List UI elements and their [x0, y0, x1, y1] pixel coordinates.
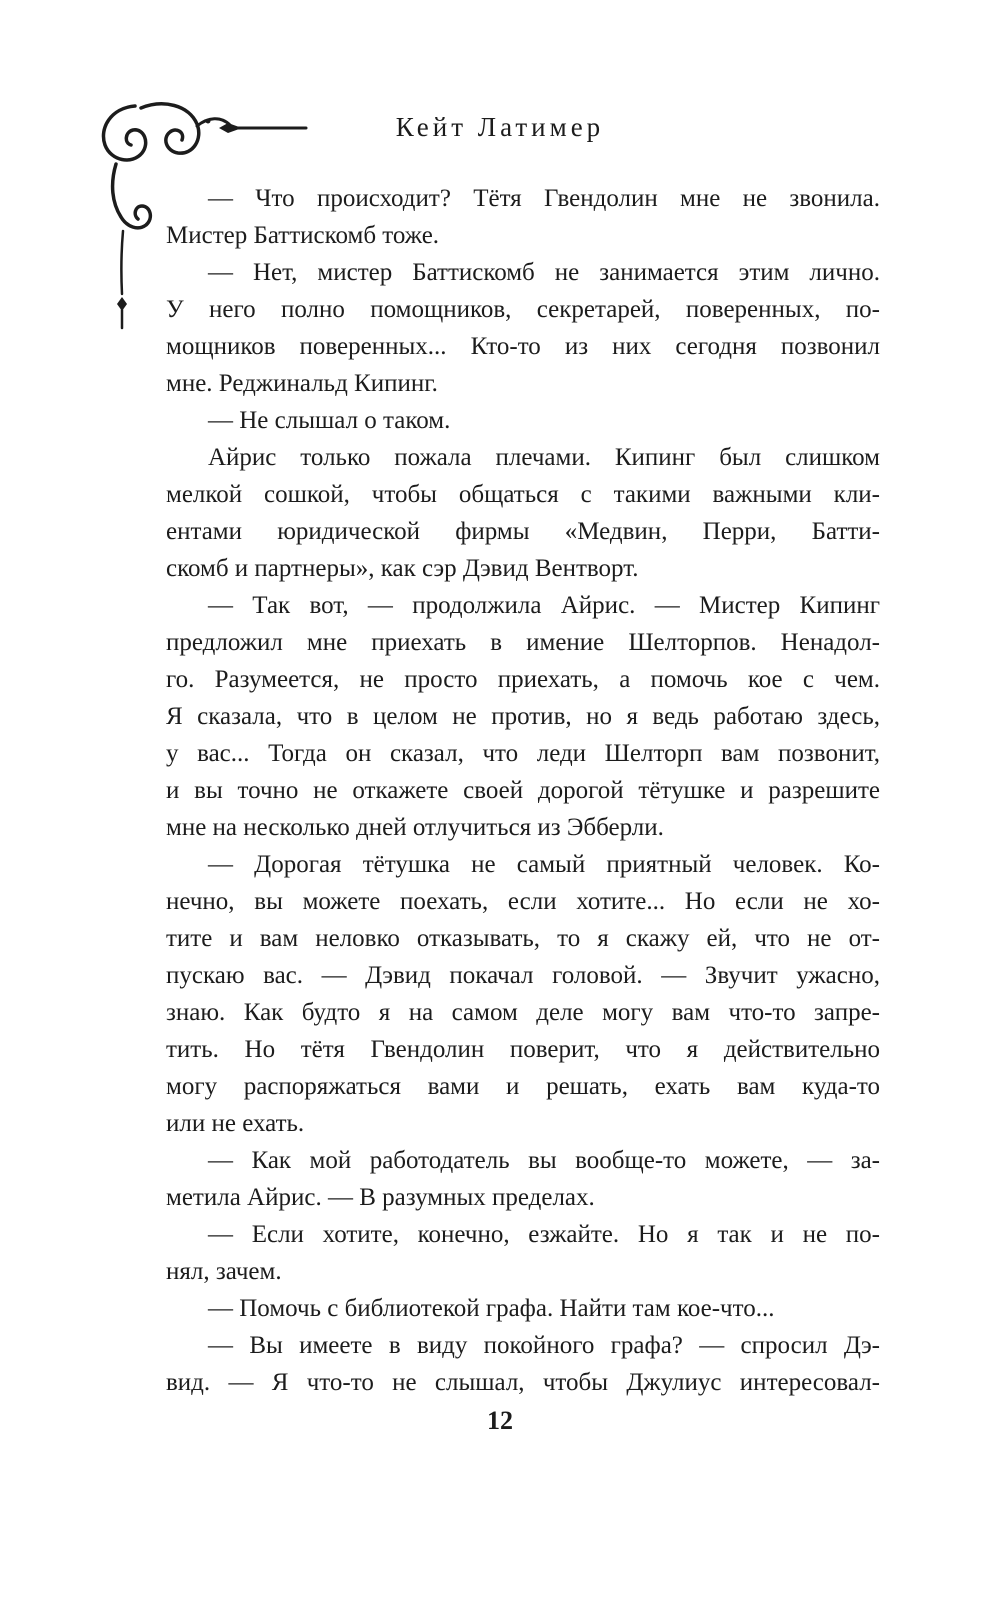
paragraph — [166, 180, 880, 254]
text-line: или не ехать. — [166, 1110, 305, 1137]
text-line: — Не слышал о таком. — [208, 407, 451, 434]
paragraph — [166, 1290, 880, 1327]
text-line: У него полно помощников, секретарей, поверенных, по- — [166, 296, 880, 323]
text-line: мне на несколько дней отлучиться из Эбберли. — [166, 814, 664, 841]
text-line: Мистер Баттискомб тоже. — [166, 222, 440, 249]
page-number: 12 — [487, 1406, 513, 1435]
paragraph — [166, 587, 880, 846]
text-line: — Помочь с библиотекой графа. Найти там кое-что... — [208, 1295, 775, 1322]
paragraph — [166, 846, 880, 1142]
text-line: тите и вам неловко отказывать, то я скажу ей, что не от- — [166, 925, 880, 952]
text-line: го. Разумеется, не просто приехать, а помочь кое с чем. — [166, 666, 880, 693]
text-line: тить. Но тётя Гвендолин поверит, что я действительно — [166, 1036, 880, 1063]
text-line: — Если хотите, конечно, езжайте. Но я так и не по- — [208, 1221, 880, 1248]
text-line: мне. Реджинальд Кипинг. — [166, 370, 438, 397]
text-line: — Вы имеете в виду покойного графа? — спросил Дэ- — [208, 1332, 880, 1359]
running-header: Кейт Латимер — [395, 112, 605, 142]
paragraph — [166, 439, 880, 587]
text-line: вид. — Я что-то не слышал, чтобы Джулиус интересовал- — [166, 1369, 880, 1396]
text-line: могу распоряжаться вами и решать, ехать вам куда-то — [166, 1073, 880, 1100]
text-line: предложил мне приехать в имение Шелторпов. Ненадол- — [166, 629, 880, 656]
text-line: — Нет, мистер Баттискомб не занимается этим лично. — [208, 259, 880, 286]
text-line: у вас... Тогда он сказал, что леди Шелторп вам позвонит, — [166, 740, 880, 767]
text-line: метила Айрис. — В разумных пределах. — [166, 1184, 595, 1211]
paragraph — [166, 1216, 880, 1290]
text-line: — Дорогая тётушка не самый приятный человек. Ко- — [208, 851, 880, 878]
text-line: нечно, вы можете поехать, если хотите... Но если не хо- — [166, 888, 880, 915]
text-line: — Так вот, — продолжила Айрис. — Мистер Кипинг — [208, 592, 880, 619]
text-line: знаю. Как будто я на самом деле могу вам что-то запре- — [166, 999, 880, 1026]
text-line: нял, зачем. — [166, 1258, 282, 1285]
text-line: ентами юридической фирмы «Медвин, Перри, Батти- — [166, 518, 880, 545]
paragraph — [166, 1327, 880, 1401]
text-line: Я сказала, что в целом не против, но я ведь работаю здесь, — [166, 703, 880, 730]
paragraph — [166, 1142, 880, 1216]
text-line: и вы точно не откажете своей дорогой тётушке и разрешите — [166, 777, 880, 804]
text-line: пускаю вас. — Дэвид покачал головой. — Звучит ужасно, — [166, 962, 880, 989]
body-text — [166, 180, 880, 1401]
text-line: — Как мой работодатель вы вообще-то можете, — за- — [208, 1147, 880, 1174]
paragraph — [166, 254, 880, 402]
paragraph — [166, 402, 880, 439]
text-line: — Что происходит? Тётя Гвендолин мне не звонила. — [208, 185, 880, 212]
text-line: мощников поверенных... Кто-то из них сегодня позвонил — [166, 333, 880, 360]
text-line: мелкой сошкой, чтобы общаться с такими важными кли- — [166, 481, 880, 508]
text-line: скомб и партнеры», как сэр Дэвид Вентворт. — [166, 555, 639, 582]
text-line: Айрис только пожала плечами. Кипинг был слишком — [208, 444, 880, 471]
